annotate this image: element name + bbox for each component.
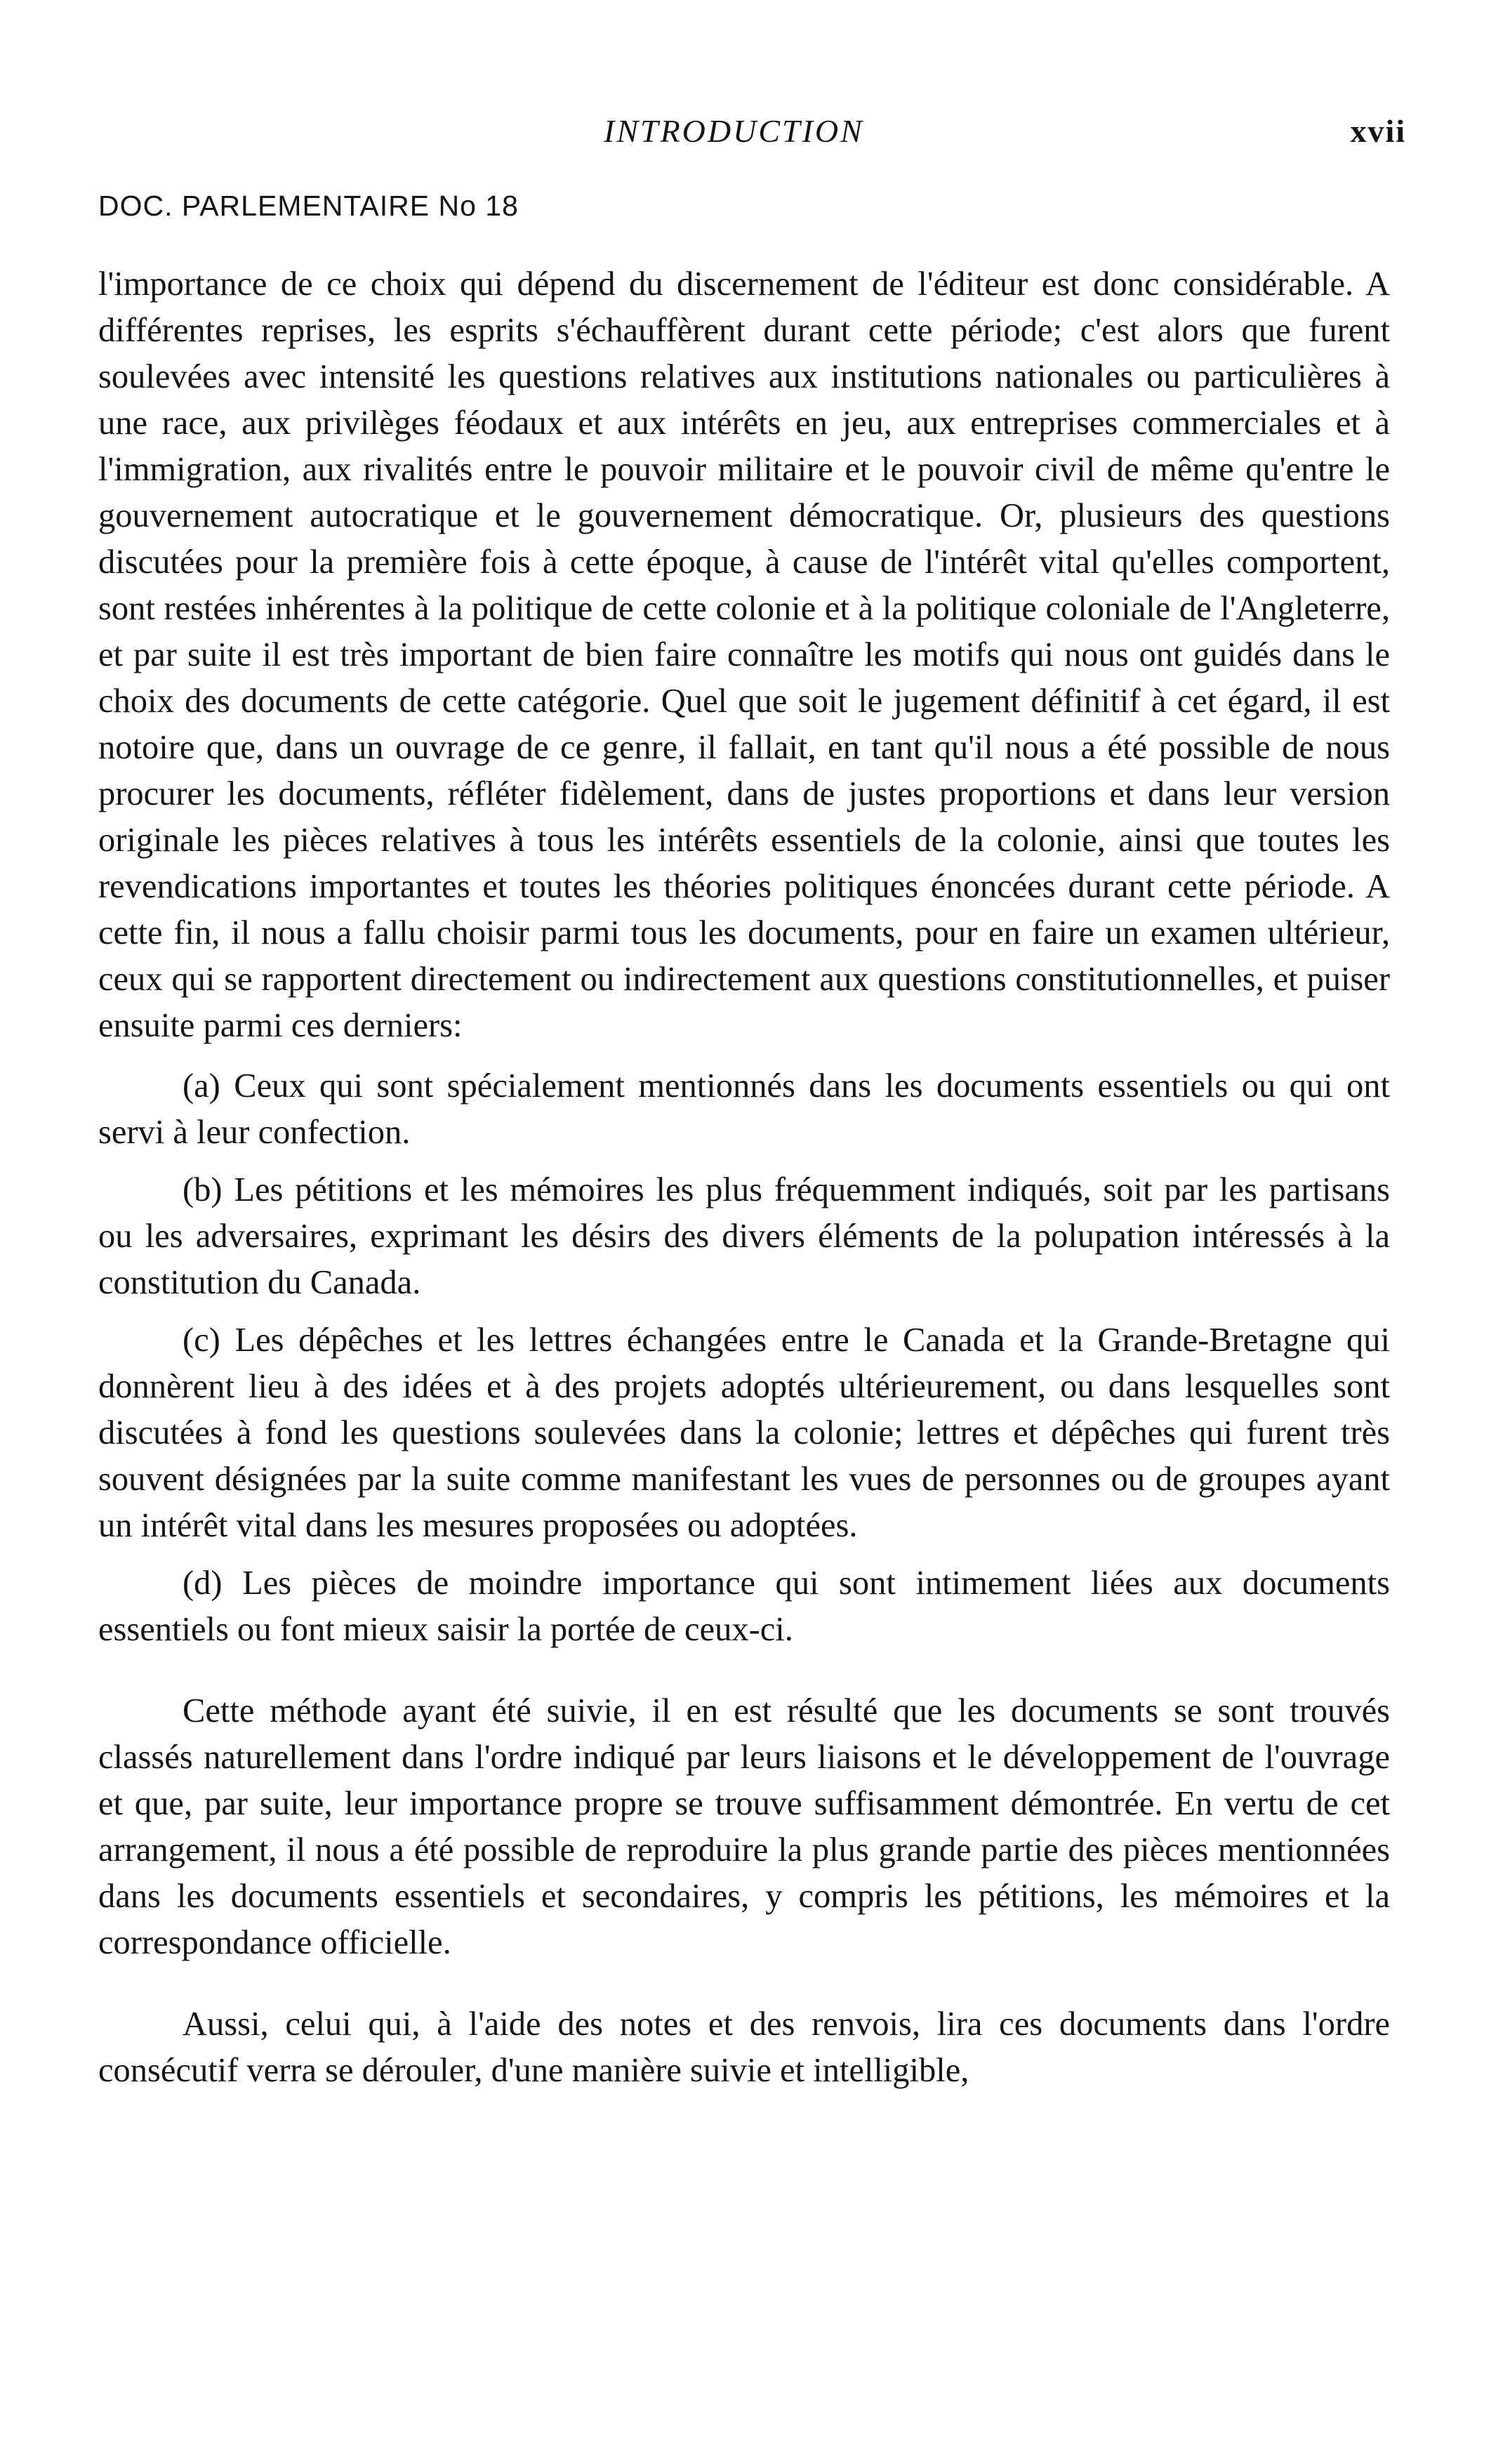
- paragraph-method: Cette méthode ayant été suivie, il en est résulté que les documents se sont trouvés classés naturellement dans l'ordre indiqué par leurs liaisons et le développement de l'ouvrage et que, par suite, leur importance propre se trouve suffisamment démontrée. En vertu de cet arrangement, il nous a été possible de reproduire la plus grande partie des pièces mentionnées dans les documents essentiels et secondaires, y compris les pétitions, les mémoires et la correspondance officielle.: [98, 1692, 1390, 1961]
- list-item-c: (c) Les dépêches et les lettres échangées entre le Canada et la Grande-Bretagne qui donnèrent lieu à des idées et à des projets adoptés ultérieurement, ou dans lesquelles sont discutées à fond les questions soulevées dans la colonie; lettres et dépêches qui furent très souvent désignées par la suite comme manifestant les vues de personnes ou de groupes ayant un intérêt vital dans les mesures proposées ou adoptées.: [98, 1322, 1390, 1544]
- page-number: xvii: [1350, 113, 1406, 149]
- paragraph-reader: Aussi, celui qui, à l'aide des notes et des renvois, lira ces documents dans l'ordre consécutif verra se dérouler, d'une manière suivie et intelligible,: [98, 2005, 1390, 2089]
- paragraph-continued: l'importance de ce choix qui dépend du discernement de l'éditeur est donc considérable. A différentes reprises, les esprits s'échauffèrent durant cette période; c'est alors que furent soulevées avec intensité les questions relatives aux institutions nationales ou particulières à une race, aux privilèges féodaux et aux intérêts en jeu, aux entreprises commerciales et à l'immigration, aux rivalités entre le pouvoir militaire et le pouvoir civil de même qu'entre le gouvernement autocratique et le gouvernement démocratique. Or, plusieurs des questions discutées pour la première fois à cette époque, à cause de l'intérêt vital qu'elles comportent, sont restées inhérentes à la politique de cette colonie et à la politique coloniale de l'Angleterre, et par suite il est très important de bien faire connaître les motifs qui nous ont guidés dans le choix des documents de cette catégorie. Quel que soit le jugement définitif à cet égard, il est notoire que, dans un ouvrage de ce genre, il fallait, en tant qu'il nous a été possible de nous procurer les documents, réfléter fidèlement, dans de justes proportions et dans leur version originale les pièces relatives à tous les intérêts essentiels de la colonie, ainsi que toutes les revendications importantes et toutes les théories politiques énoncées durant cette période. A cette fin, il nous a fallu choisir parmi tous les documents, pour en faire un examen ultérieur, ceux qui se rapportent directement ou indirectement aux questions constitutionnelles, et puiser ensuite parmi ces derniers:: [98, 265, 1390, 1044]
- running-title: INTRODUCTION: [604, 113, 864, 149]
- running-header: [0, 112, 1510, 154]
- list-item-d: (d) Les pièces de moindre importance qui sont intimement liées aux documents essentiels ou font mieux saisir la portée de ceux-ci.: [98, 1564, 1390, 1648]
- body-text: [98, 261, 1390, 2094]
- list-item-a: (a) Ceux qui sont spécialement mentionnés dans les documents essentiels ou qui ont servi à leur confection.: [98, 1067, 1390, 1151]
- list-item-b: (b) Les pétitions et les mémoires les plus fréquemment indiqués, soit par les partisans ou les adversaires, exprimant les désirs des divers éléments de la polupation intéressés à la constitution du Canada.: [98, 1171, 1390, 1301]
- document-label: DOC. PARLEMENTAIRE No 18: [98, 190, 519, 222]
